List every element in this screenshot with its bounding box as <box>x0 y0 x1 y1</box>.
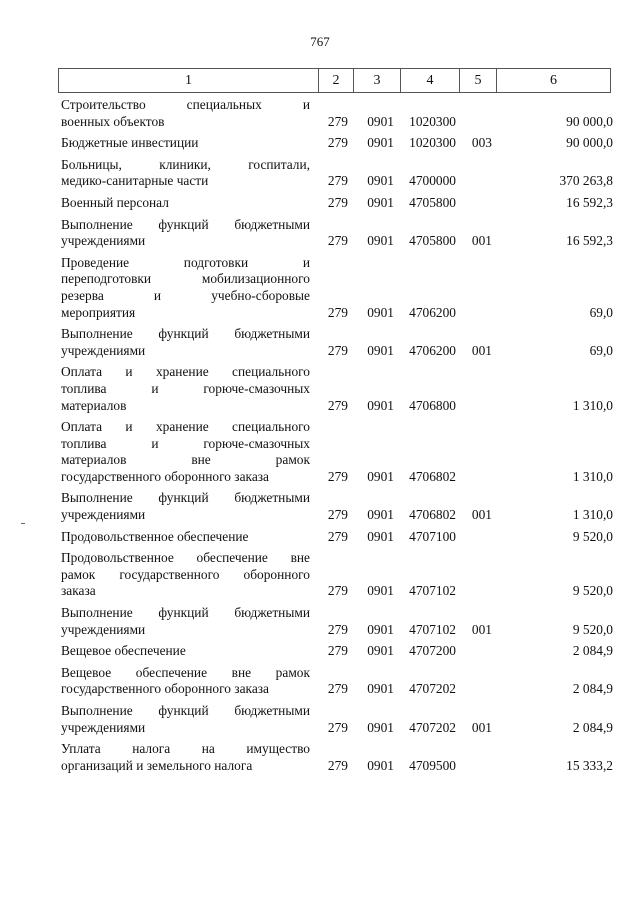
table-row <box>61 605 613 638</box>
section-code: 0901 <box>367 233 394 249</box>
column-header-3: 3 <box>354 69 401 93</box>
row-description <box>61 550 310 600</box>
description-line: учреждениями <box>61 719 146 735</box>
description-line: Выполнение функций бюджетными <box>61 216 310 232</box>
amount: 370 263,8 <box>559 173 613 189</box>
amount: 9 520,0 <box>572 528 613 544</box>
amount: 9 520,0 <box>572 583 613 599</box>
row-description <box>61 605 310 638</box>
row-description <box>61 529 310 546</box>
target-article-code: 4707102 <box>409 583 456 599</box>
description-line: Выполнение функций бюджетными <box>61 490 310 506</box>
section-code: 0901 <box>367 681 394 697</box>
amount: 16 592,3 <box>566 194 613 210</box>
ministry-code: 279 <box>327 135 348 151</box>
expense-type-code: 001 <box>471 507 492 523</box>
target-article-code: 4700000 <box>409 173 456 189</box>
section-code: 0901 <box>367 113 394 129</box>
description-line: Выполнение функций бюджетными <box>61 605 310 621</box>
description-line: учреждениями <box>61 507 146 523</box>
amount: 90 000,0 <box>566 113 613 129</box>
margin-mark <box>21 523 25 524</box>
description-line: топлива и горюче-смазочных <box>61 435 310 451</box>
section-code: 0901 <box>367 621 394 637</box>
column-header-2: 2 <box>319 69 354 93</box>
description-line: Выполнение функций бюджетными <box>61 703 310 718</box>
table-row <box>61 490 613 523</box>
description-line: Оплата и хранение специального <box>61 419 310 435</box>
section-code: 0901 <box>367 304 394 320</box>
column-header-4: 4 <box>401 69 460 93</box>
target-article-code: 4706800 <box>409 397 456 413</box>
description-line: Продовольственное обеспечение <box>61 528 249 544</box>
target-article-code: 4707200 <box>409 643 456 659</box>
expense-type-code: 001 <box>471 342 492 358</box>
description-line: переподготовки мобилизационного <box>61 271 310 287</box>
target-article-code: 4709500 <box>409 757 456 773</box>
description-line: организаций и земельного налога <box>61 757 253 773</box>
target-article-code: 4707100 <box>409 528 456 544</box>
row-description <box>61 419 310 485</box>
row-description <box>61 326 310 359</box>
amount: 15 333,2 <box>566 757 613 773</box>
amount: 90 000,0 <box>566 135 613 151</box>
amount: 2 084,9 <box>572 643 613 659</box>
column-header-table <box>58 68 611 93</box>
table-row <box>61 643 613 660</box>
row-description <box>61 217 310 250</box>
ministry-code: 279 <box>327 304 348 320</box>
row-description <box>61 364 310 414</box>
description-line: Проведение подготовки и <box>61 254 310 270</box>
row-description <box>61 643 310 660</box>
description-line: Уплата налога на имущество <box>61 741 310 757</box>
target-article-code: 4706200 <box>409 342 456 358</box>
ministry-code: 279 <box>327 757 348 773</box>
ministry-code: 279 <box>327 233 348 249</box>
section-code: 0901 <box>367 643 394 659</box>
section-code: 0901 <box>367 194 394 210</box>
table-row <box>61 665 613 698</box>
ministry-code: 279 <box>327 507 348 523</box>
description-line: мероприятия <box>61 304 136 320</box>
section-code: 0901 <box>367 135 394 151</box>
row-description <box>61 255 310 321</box>
description-line: медико-санитарные части <box>61 173 209 189</box>
section-code: 0901 <box>367 173 394 189</box>
ministry-code: 279 <box>327 528 348 544</box>
target-article-code: 4705800 <box>409 233 456 249</box>
table-row <box>61 255 613 321</box>
table-row <box>61 529 613 546</box>
target-article-code: 4707202 <box>409 681 456 697</box>
description-line: Продовольственное обеспечение вне <box>61 550 310 566</box>
target-article-code: 4707102 <box>409 621 456 637</box>
target-article-code: 1020300 <box>409 113 456 129</box>
table-row <box>61 195 613 212</box>
amount: 69,0 <box>589 304 613 320</box>
column-header-row <box>59 69 611 93</box>
target-article-code: 4705800 <box>409 194 456 210</box>
ministry-code: 279 <box>327 342 348 358</box>
description-line: рамок государственного оборонного <box>61 566 310 582</box>
target-article-code: 4706200 <box>409 304 456 320</box>
section-code: 0901 <box>367 757 394 773</box>
description-line: Бюджетные инвестиции <box>61 135 199 151</box>
amount: 1 310,0 <box>572 468 613 484</box>
row-description <box>61 97 310 130</box>
row-description <box>61 490 310 523</box>
description-line: государственного оборонного заказа <box>61 468 270 484</box>
section-code: 0901 <box>367 719 394 735</box>
target-article-code: 4706802 <box>409 468 456 484</box>
expense-type-code: 001 <box>471 233 492 249</box>
row-description <box>61 703 310 736</box>
table-row <box>61 703 613 736</box>
amount: 1 310,0 <box>572 397 613 413</box>
description-line: военных объектов <box>61 113 165 129</box>
section-code: 0901 <box>367 583 394 599</box>
ministry-code: 279 <box>327 681 348 697</box>
row-description <box>61 665 310 698</box>
description-line: топлива и горюче-смазочных <box>61 380 310 396</box>
description-line: резерва и учебно-сборовые <box>61 287 310 303</box>
expense-type-code: 001 <box>471 719 492 735</box>
expense-type-code: 003 <box>471 135 492 151</box>
amount: 16 592,3 <box>566 233 613 249</box>
amount: 9 520,0 <box>572 621 613 637</box>
description-line: учреждениями <box>61 621 146 637</box>
target-article-code: 4706802 <box>409 507 456 523</box>
amount: 69,0 <box>589 342 613 358</box>
column-header-5: 5 <box>460 69 497 93</box>
ministry-code: 279 <box>327 468 348 484</box>
target-article-code: 4707202 <box>409 719 456 735</box>
section-code: 0901 <box>367 342 394 358</box>
table-row <box>61 157 613 190</box>
description-line: материалов <box>61 397 127 413</box>
ministry-code: 279 <box>327 719 348 735</box>
description-line: Вещевое обеспечение вне рамок <box>61 664 310 680</box>
ministry-code: 279 <box>327 621 348 637</box>
description-line: заказа <box>61 583 96 599</box>
description-line: учреждениями <box>61 233 146 249</box>
table-row <box>61 326 613 359</box>
table-row <box>61 364 613 414</box>
ministry-code: 279 <box>327 173 348 189</box>
ministry-code: 279 <box>327 194 348 210</box>
table-row <box>61 97 613 130</box>
table-row <box>61 550 613 600</box>
description-line: Военный персонал <box>61 194 169 210</box>
description-line: учреждениями <box>61 342 146 358</box>
section-code: 0901 <box>367 507 394 523</box>
ministry-code: 279 <box>327 397 348 413</box>
description-line: Оплата и хранение специального <box>61 364 310 380</box>
amount: 2 084,9 <box>572 681 613 697</box>
section-code: 0901 <box>367 397 394 413</box>
section-code: 0901 <box>367 528 394 544</box>
amount: 1 310,0 <box>572 507 613 523</box>
description-line: Строительство специальных и <box>61 97 310 112</box>
row-description <box>61 741 310 774</box>
table-row <box>61 741 613 774</box>
description-line: Выполнение функций бюджетными <box>61 326 310 342</box>
description-line: Вещевое обеспечение <box>61 643 186 659</box>
ministry-code: 279 <box>327 583 348 599</box>
row-description <box>61 195 310 212</box>
description-line: материалов вне рамок <box>61 452 310 468</box>
amount: 2 084,9 <box>572 719 613 735</box>
column-header-1: 1 <box>59 69 319 93</box>
table-row <box>61 135 613 152</box>
row-description <box>61 157 310 190</box>
ministry-code: 279 <box>327 643 348 659</box>
budget-table-body <box>61 97 613 774</box>
table-row <box>61 217 613 250</box>
row-description <box>61 135 310 152</box>
column-header-6: 6 <box>497 69 611 93</box>
description-line: Больницы, клиники, госпитали, <box>61 156 310 172</box>
page-number: 767 <box>310 34 330 49</box>
expense-type-code: 001 <box>471 621 492 637</box>
table-row <box>61 419 613 485</box>
section-code: 0901 <box>367 468 394 484</box>
ministry-code: 279 <box>327 113 348 129</box>
target-article-code: 1020300 <box>409 135 456 151</box>
description-line: государственного оборонного заказа <box>61 681 270 697</box>
